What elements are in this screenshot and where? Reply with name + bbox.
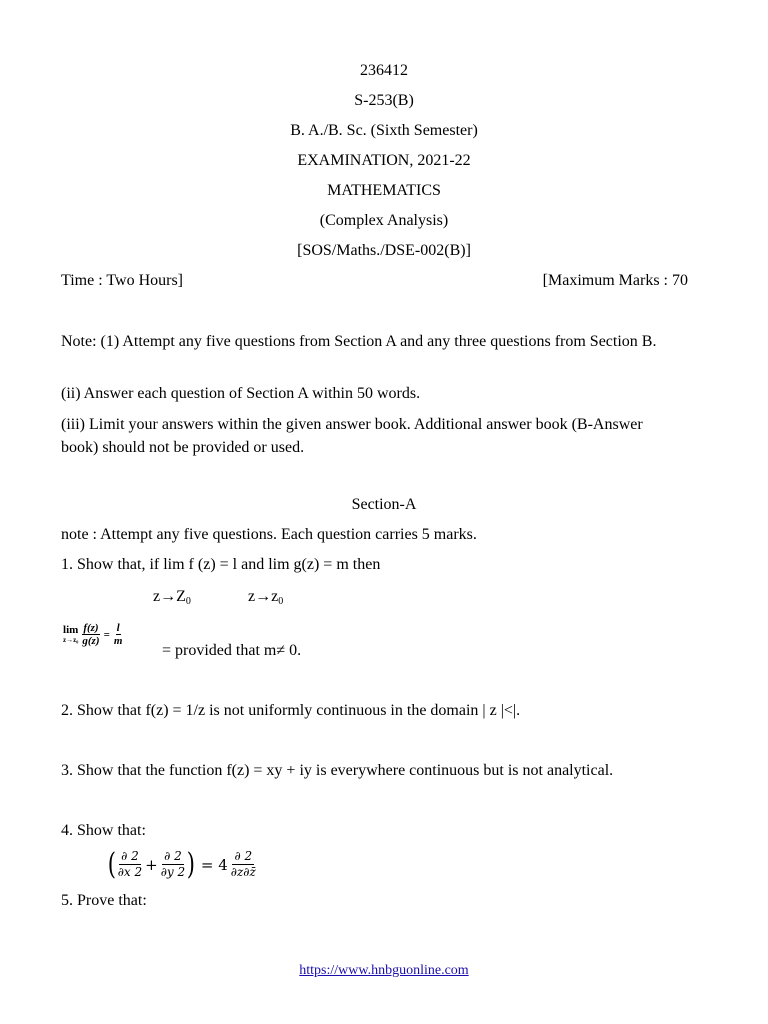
- footer-website-link[interactable]: https://www.hnbguonline.com: [299, 963, 469, 978]
- paper-id: S-253(B): [354, 92, 414, 109]
- paper-code-number: 236412: [360, 62, 408, 79]
- question-1: 1. Show that, if lim f (z) = l and lim g(z) = m then: [61, 556, 381, 573]
- note-2: (ii) Answer each question of Section A within 50 words.: [61, 385, 421, 402]
- q1-condition: = provided that m≠ 0.: [162, 642, 302, 659]
- equals-sign: =: [103, 628, 110, 641]
- question-2: 2. Show that f(z) = 1/z is not uniformly continuous in the domain | z |<|.: [61, 702, 521, 719]
- topic-title: (Complex Analysis): [319, 212, 449, 229]
- exam-name: EXAMINATION, 2021-22: [297, 152, 471, 169]
- fz-over-gz-fraction: $\frac{f(z)}{g(z)}$: [82, 622, 100, 647]
- d2-dy2-fraction: $\frac{\partial 2}{\partial y 2}$: [160, 849, 186, 879]
- limit-operator: lim z→z₀: [63, 623, 79, 644]
- course-code: [SOS/Maths./DSE-002(B)]: [297, 242, 471, 259]
- plus-sign: +: [145, 855, 158, 874]
- equals-four: = 4: [200, 855, 228, 874]
- d2-dx2-fraction: ∂ 2 ∂x 2: [117, 849, 143, 879]
- left-paren: (: [107, 846, 116, 882]
- question-4: 4. Show that:: [61, 822, 146, 839]
- q4-equation: [106, 846, 256, 882]
- max-marks-label: [Maximum Marks : 70: [542, 272, 688, 289]
- question-3: 3. Show that the function f(z) = xy + iy is everywhere continuous but is not analytical.: [61, 762, 614, 779]
- note-3: (iii) Limit your answers within the given answer book. Additional answer book (B-Answer book) should not be provided or used.: [61, 416, 643, 456]
- course-name: B. A./B. Sc. (Sixth Semester): [290, 122, 478, 139]
- section-a-note: note : Attempt any five questions. Each question carries 5 marks.: [61, 526, 477, 543]
- note-1: Note: (1) Attempt any five questions from Section A and any three questions from Section B.: [61, 333, 657, 350]
- question-5: 5. Prove that:: [61, 892, 147, 909]
- l-over-m-fraction: $\frac{l}{m}$: [113, 622, 123, 647]
- right-paren: ): [186, 846, 196, 882]
- q1-limit-label-b: $z\to z_0$: [248, 588, 284, 607]
- section-a-title: Section-A: [351, 496, 417, 513]
- d2-dz-dzbar-fraction: ∂ 2 ∂z∂z̄: [230, 849, 256, 879]
- subject-title: MATHEMATICS: [327, 182, 441, 199]
- time-label: Time : Two Hours]: [61, 272, 184, 289]
- q1-limit-formula: [63, 622, 122, 647]
- q1-limit-label-a: $z\to Z_0$: [153, 588, 191, 607]
